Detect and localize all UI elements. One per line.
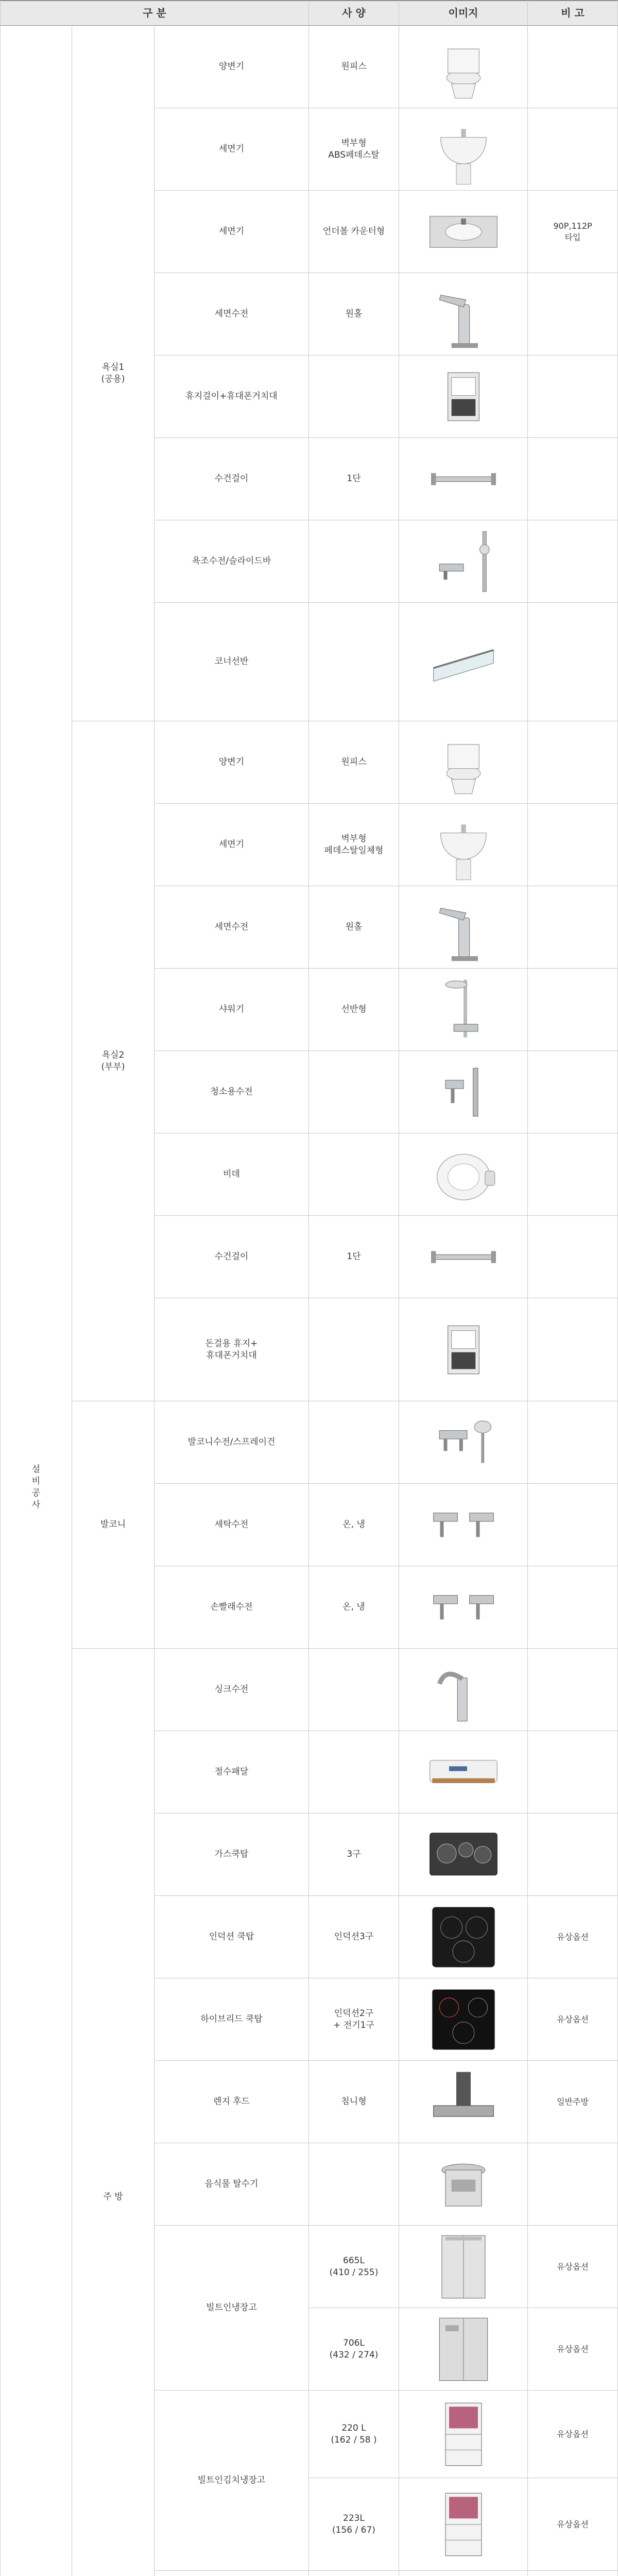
image-cell <box>399 1896 528 1978</box>
item-name: 음식물 탈수기 <box>154 2143 309 2226</box>
image-cell <box>399 191 528 273</box>
item-name: 손빨래수전 <box>154 1566 309 1649</box>
remark-value <box>528 1731 618 1814</box>
remark-value <box>528 1484 618 1566</box>
remark-value: 일반주방 <box>528 2061 618 2143</box>
image-cell <box>399 1133 528 1216</box>
toilet-icon <box>427 31 500 103</box>
food-waste-dehydrator-icon <box>427 2148 500 2221</box>
towel-bar-icon <box>427 443 500 515</box>
item-name: 인덕션 쿡탑 <box>154 1896 309 1978</box>
image-cell <box>399 2391 528 2478</box>
image-cell <box>399 1978 528 2061</box>
spec-value: 선반형 <box>309 969 399 1051</box>
image-cell <box>399 2061 528 2143</box>
spec-value <box>309 2143 399 2226</box>
remark-value <box>528 804 618 886</box>
spec-value: 665L (410 / 255) <box>309 2226 399 2308</box>
image-cell <box>399 603 528 721</box>
item-name: 세탁수전 <box>154 1484 309 1566</box>
remark-value <box>528 1051 618 1133</box>
remark-value: 유상옵션 <box>528 1978 618 2061</box>
remark-value: 유상옵션 <box>528 2308 618 2391</box>
remark-value: 90P,112P 타입 <box>528 191 618 273</box>
item-name: 싱크수전 <box>154 1649 309 1731</box>
builtin-fridge-icon <box>427 2231 500 2303</box>
image-cell <box>399 1298 528 1401</box>
image-cell <box>399 2571 528 2576</box>
header-image: 이미지 <box>399 0 528 26</box>
balcony-faucet-spray-icon <box>427 1406 500 1479</box>
spec-value: 온, 냉 <box>309 1566 399 1649</box>
bidet-icon <box>427 1139 500 1211</box>
item-name: 가스쿡탑 <box>154 1814 309 1896</box>
spec-value <box>309 1051 399 1133</box>
item-name: 세면기 <box>154 191 309 273</box>
spec-value: 223L (156 / 67) <box>309 2478 399 2571</box>
wall-basin-icon <box>427 113 500 185</box>
remark-value <box>528 1133 618 1216</box>
laundry-faucet-icon <box>427 1489 500 1561</box>
spec-value: 1단 <box>309 1216 399 1298</box>
image-cell <box>399 969 528 1051</box>
spec-value: 침니형 <box>309 2061 399 2143</box>
remark-value <box>528 603 618 721</box>
image-cell <box>399 26 528 108</box>
remark-value: 유상옵션 <box>528 2478 618 2571</box>
laundry-faucet-icon <box>427 1571 500 1643</box>
item-name: 양변기 <box>154 26 309 108</box>
header-spec: 사 양 <box>309 0 399 26</box>
image-cell <box>399 804 528 886</box>
gas-cooktop-icon <box>427 1819 500 1891</box>
image-cell <box>399 108 528 191</box>
image-cell <box>399 1814 528 1896</box>
tissue-holder-icon <box>427 1314 500 1386</box>
image-cell <box>399 2143 528 2226</box>
remark-value: 유상옵션 <box>528 1896 618 1978</box>
sink-faucet-icon <box>427 1654 500 1726</box>
counter-basin-icon <box>427 196 500 268</box>
spec-value: 언더볼 카운터형 <box>309 191 399 273</box>
group-bath2: 욕실2 (부부) <box>72 721 154 1401</box>
image-cell <box>399 438 528 520</box>
remark-value <box>528 26 618 108</box>
image-cell <box>399 355 528 438</box>
remark-value <box>528 2571 618 2576</box>
remark-value <box>528 1298 618 1401</box>
spec-value: 온, 냉 <box>309 1484 399 1566</box>
remark-value <box>528 1566 618 1649</box>
cleaning-faucet-icon <box>427 1056 500 1128</box>
spec-value: 인덕션3구 <box>309 1896 399 1978</box>
image-cell <box>399 520 528 603</box>
item-name: 휴지걸이+휴대폰거치대 <box>154 355 309 438</box>
item-name: 코너선반 <box>154 603 309 721</box>
spec-value: 원피스 <box>309 26 399 108</box>
remark-value <box>528 886 618 969</box>
basin-faucet-icon <box>427 891 500 963</box>
remark-value <box>528 1649 618 1731</box>
spec-value <box>309 1649 399 1731</box>
spec-value: 220 L (162 / 58 ) <box>309 2391 399 2478</box>
group-bath1: 욕실1 (공용) <box>72 26 154 721</box>
spec-value: 원피스 <box>309 721 399 804</box>
image-cell <box>399 1484 528 1566</box>
water-saving-pedal-icon <box>427 1736 500 1808</box>
image-cell <box>399 2226 528 2308</box>
towel-bar-icon <box>427 1221 500 1293</box>
spec-value <box>309 1401 399 1484</box>
remark-value <box>528 438 618 520</box>
spec-value: 3구 <box>309 1814 399 1896</box>
range-hood-icon <box>427 2066 500 2138</box>
kimchi-fridge-icon <box>427 2398 500 2470</box>
spec-value <box>309 1133 399 1216</box>
remark-value <box>528 108 618 191</box>
image-cell <box>399 1051 528 1133</box>
basin-faucet-icon <box>427 278 500 350</box>
remark-value <box>528 1814 618 1896</box>
item-name: 돈걸용 휴지+ 휴대폰거치대 <box>154 1298 309 1401</box>
spec-value: 인덕션2구 + 전기1구 <box>309 1978 399 2061</box>
remark-value: 유상옵션 <box>528 2226 618 2308</box>
remark-value <box>528 1401 618 1484</box>
item-name: 절수패달 <box>154 1731 309 1814</box>
image-cell <box>399 1649 528 1731</box>
side-by-side-fridge-icon <box>427 2313 500 2385</box>
remark-value: 유상옵션 <box>528 2391 618 2478</box>
spec-value <box>309 520 399 603</box>
header-remark: 비 고 <box>528 0 618 26</box>
item-name: 청소용수전 <box>154 1051 309 1133</box>
wall-basin-icon <box>427 809 500 881</box>
image-cell <box>399 273 528 355</box>
image-cell <box>399 1566 528 1649</box>
remark-value <box>528 273 618 355</box>
spec-value <box>309 1298 399 1401</box>
item-name: 빌트인냉장고 <box>154 2226 309 2391</box>
spec-value <box>309 355 399 438</box>
remark-value <box>528 520 618 603</box>
spec-value: 벽부형 페데스탈일체형 <box>309 804 399 886</box>
item-name: 세면기 <box>154 804 309 886</box>
image-cell <box>399 2478 528 2571</box>
item-name: 세면수전 <box>154 273 309 355</box>
tissue-holder-icon <box>427 361 500 433</box>
item-name: 수건걸이 <box>154 1216 309 1298</box>
spec-value: 벽부형 ABS페데스탈 <box>309 108 399 191</box>
item-name <box>154 2571 309 2576</box>
remark-value <box>528 2143 618 2226</box>
item-name: 세면수전 <box>154 886 309 969</box>
item-name: 샤워기 <box>154 969 309 1051</box>
image-cell <box>399 1731 528 1814</box>
spec-value: 1단 <box>309 438 399 520</box>
header-category: 구 분 <box>0 0 309 26</box>
item-name: 욕조수전/슬라이드바 <box>154 520 309 603</box>
hybrid-cooktop-icon <box>427 1984 500 2056</box>
spec-value <box>309 603 399 721</box>
image-cell <box>399 886 528 969</box>
spec-value <box>309 1731 399 1814</box>
remark-value <box>528 1216 618 1298</box>
group-balcony: 발코니 <box>72 1401 154 1649</box>
item-name: 하이브리드 쿡탑 <box>154 1978 309 2061</box>
corner-shelf-icon <box>427 626 500 698</box>
item-name: 세면기 <box>154 108 309 191</box>
bath-faucet-slidebar-icon <box>427 526 500 598</box>
remark-value <box>528 721 618 804</box>
kimchi-fridge-icon <box>427 2488 500 2561</box>
image-cell <box>399 721 528 804</box>
remark-value <box>528 969 618 1051</box>
remark-value <box>528 355 618 438</box>
spec-value: 원홀 <box>309 273 399 355</box>
item-name: 빌트인김치냉장고 <box>154 2391 309 2571</box>
item-name: 비데 <box>154 1133 309 1216</box>
section-label: 설 비 공 사 <box>0 26 72 2576</box>
image-cell <box>399 1216 528 1298</box>
item-name: 수건걸이 <box>154 438 309 520</box>
toilet-icon <box>427 726 500 799</box>
shower-set-icon <box>427 974 500 1046</box>
image-cell <box>399 2308 528 2391</box>
spec-value <box>309 2571 399 2576</box>
item-name: 양변기 <box>154 721 309 804</box>
spec-value: 706L (432 / 274) <box>309 2308 399 2391</box>
item-name: 렌지 후드 <box>154 2061 309 2143</box>
induction-cooktop-icon <box>427 1901 500 1973</box>
item-name: 발코니수전/스프레이건 <box>154 1401 309 1484</box>
image-cell <box>399 1401 528 1484</box>
group-kitchen: 주 방 <box>72 1649 154 2576</box>
spec-value: 원홀 <box>309 886 399 969</box>
